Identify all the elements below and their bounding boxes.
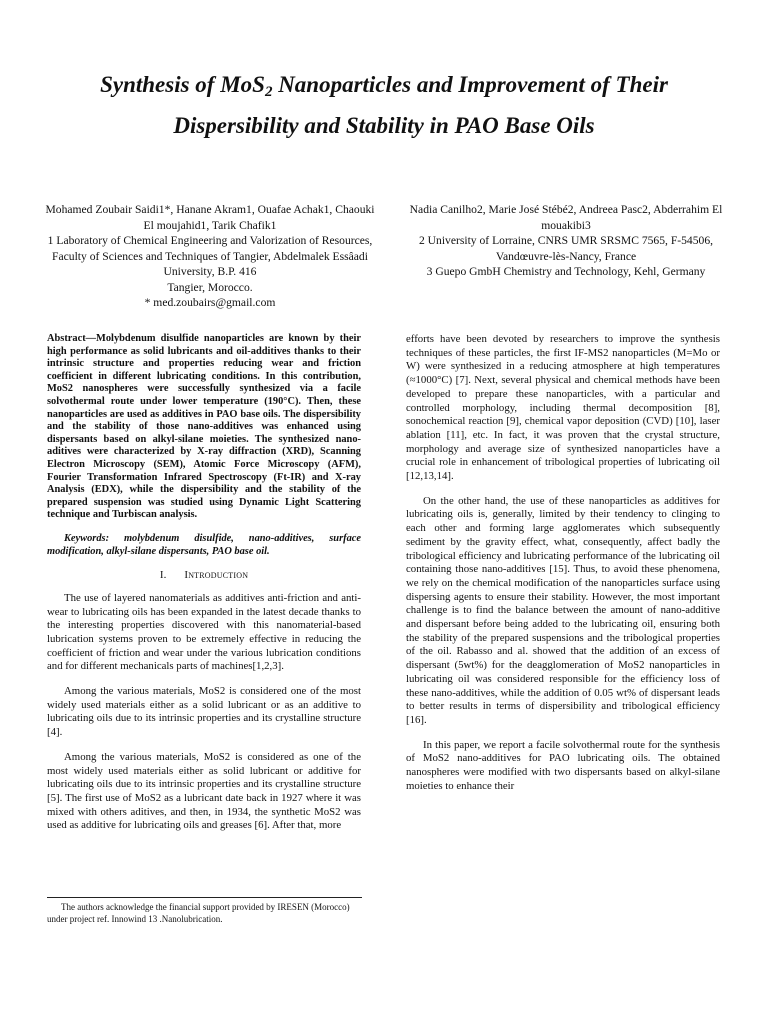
abstract: Abstract—Molybdenum disulfide nanoparticles are known by their high performance as solid lubricants and oil-additives thanks to their intrinsic structure and properties reducing wear and friction coefficient in different lubricating conditions. In this contribution, MoS2 nanospheres were successfully synthesized via a facile solvothermal route under lower temperature (190°C). Then, these nanoparticles are used as additives in PAO base oils. The dispersibility and the stability of those nano-additives was enhanced using dispersants based on alkyl-silane moieties. The synthesized nano-aditives were characterized by X-ray diffraction (XRD), Scanning Electron Microscopy (SEM), Atomic Force Microscopy (AFM), Fourier Transformation Infrared Spectroscopy (Ft-IR) and X-ray Analysis (EDX), while the dispersibility and the stability of the prepared suspension was studied using Dynamic Light Scattering technique and Turbiscan analysis. bbox=[47, 333, 361, 521]
author-block-left bbox=[40, 202, 380, 311]
affiliation-2: 2 University of Lorraine, CNRS UMR SRSMC 7565, F-54506, Vandœuvre-lès-Nancy, France bbox=[418, 234, 714, 263]
affiliation-3: 3 Guepo GmbH Chemistry and Technology, Kehl, Germany bbox=[426, 265, 706, 278]
author-block-right bbox=[396, 202, 736, 280]
body-paragraph: The use of layered nanomaterials as additives anti-friction and anti-wear to lubricating oils has been expanded in the latest decade thanks to the interesting properties discovered with this nanomaterial-based lubrication systems proven to be extremely effective in reducing the coefficient of friction and wear under the various lubrication conditions and for different mechanicals parts of machines[1,2,3]. bbox=[47, 591, 361, 673]
paper-title bbox=[40, 68, 728, 142]
corresponding-email: * med.zoubairs@gmail.com bbox=[144, 296, 276, 309]
keywords: Keywords: molybdenum disulfide, nano-additives, surface modification, alkyl-silane dispersants, PAO base oil. bbox=[47, 532, 361, 557]
body-paragraph: efforts have been devoted by researchers to improve the synthesis techniques of these particles, the first IF-MS2 nanoparticles (M=Mo or W) were synthesized in a reducing atmosphere at high temperatures (≈1000°C) [7]. Next, several physical and chemical methods have been developed to prepare these nanoparticles, with a particular and controlled morphology, including thermal decomposition [8], sonochemical reaction [9], chemical vapor deposition (CVD) [10], laser ablation [11], etc. In fact, it was proven that the crystal structure, morphology and average size of synthesized nanoparticles have a crucial role in enhancement of tribological properties of lubricating oil [12,13,14]. bbox=[406, 333, 720, 483]
affiliation-1-city: Tangier, Morocco. bbox=[167, 280, 253, 294]
body-paragraph: Among the various materials, MoS2 is considered one of the most widely used materials either as a solid lubricant or as an additive to lubricating oils due to its intrinsic properties and its crystalline structure [4]. bbox=[47, 685, 361, 739]
body-paragraph: Among the various materials, MoS2 is considered as one of the most widely used materials either as solid lubricant or additive for lubricating oils due to its intrinsic properties and its crystalline structure [5]. The first use of MoS2 as a lubricant date back in 1927 where it was mixed with others aditives, and then, in 1934, the synthetic MoS2 was used as additive for lubricating oils and greases [6]. After that, more bbox=[47, 750, 361, 832]
body-paragraph: On the other hand, the use of these nanoparticles as additives for lubricating oils is, generally, limited by their tendency to clinging to each other and forming large agglomerates which subsequently sediment by the gravity effect, what, consequently, affect badly the tribological efficiency and lubricating performance of the lubricating oil containing those nano-additives [15]. Thus, to avoid these phenomena, we rely on the chemical modification of the nanoparticles surface using dispersing agents to ensure their stability. However, the most important challenge is to find the balance between the amount of nano-additive and dispersant before being added to the lubricating oil, ensuring both the stability of the prepared suspensions and the tribological properties of the oil. Rabasso and al. showed that the addition of an excess of dispersant (5wt%) for the deagglomeration of MoS2 nanoparticles in lubricating oil was considered responsible for the efficiency loss of these nano-additives, while the addition of 0.05 wt% of dispersant leads to better results in terms of dispersibility and tribological efficiency [16]. bbox=[406, 494, 720, 726]
footnote: The authors acknowledge the financial support provided by IRESEN (Morocco) under project ref. Innowind 13 .Nanolubrication. bbox=[47, 902, 350, 924]
section-heading bbox=[47, 569, 361, 583]
author-names-right: Nadia Canilho2, Marie José Stébé2, Andreea Pasc2, Abderrahim El mouakibi3 bbox=[409, 203, 723, 232]
right-column bbox=[406, 333, 720, 805]
left-column bbox=[47, 333, 361, 844]
title-subscript: 2 bbox=[264, 83, 273, 100]
footnote-rule bbox=[47, 897, 362, 898]
section-number: I. bbox=[159, 569, 167, 582]
section-title: Introduction bbox=[184, 569, 249, 582]
body-paragraph: In this paper, we report a facile solvothermal route for the synthesis of MoS2 nano-additives for PAO lubricating oils. The obtained nanospheres were modified with two dispersants based on alkyl-silane moieties to enhance their bbox=[406, 738, 720, 792]
title-text: Synthesis of MoS bbox=[100, 72, 265, 97]
author-names-left: Mohamed Zoubair Saidi1*, Hanane Akram1, Ouafae Achak1, Chaouki El moujahid1, Tarik Chafik1 bbox=[45, 203, 375, 232]
title-text-continued: Nanoparticles and Improvement of Their Dispersibility and Stability in PAO Base Oils bbox=[173, 72, 668, 138]
affiliation-1: 1 Laboratory of Chemical Engineering and Valorization of Resources, Faculty of Sciences and Techniques of Tangier, Abdelmalek Essâadi University, B.P. 416 bbox=[47, 234, 373, 278]
